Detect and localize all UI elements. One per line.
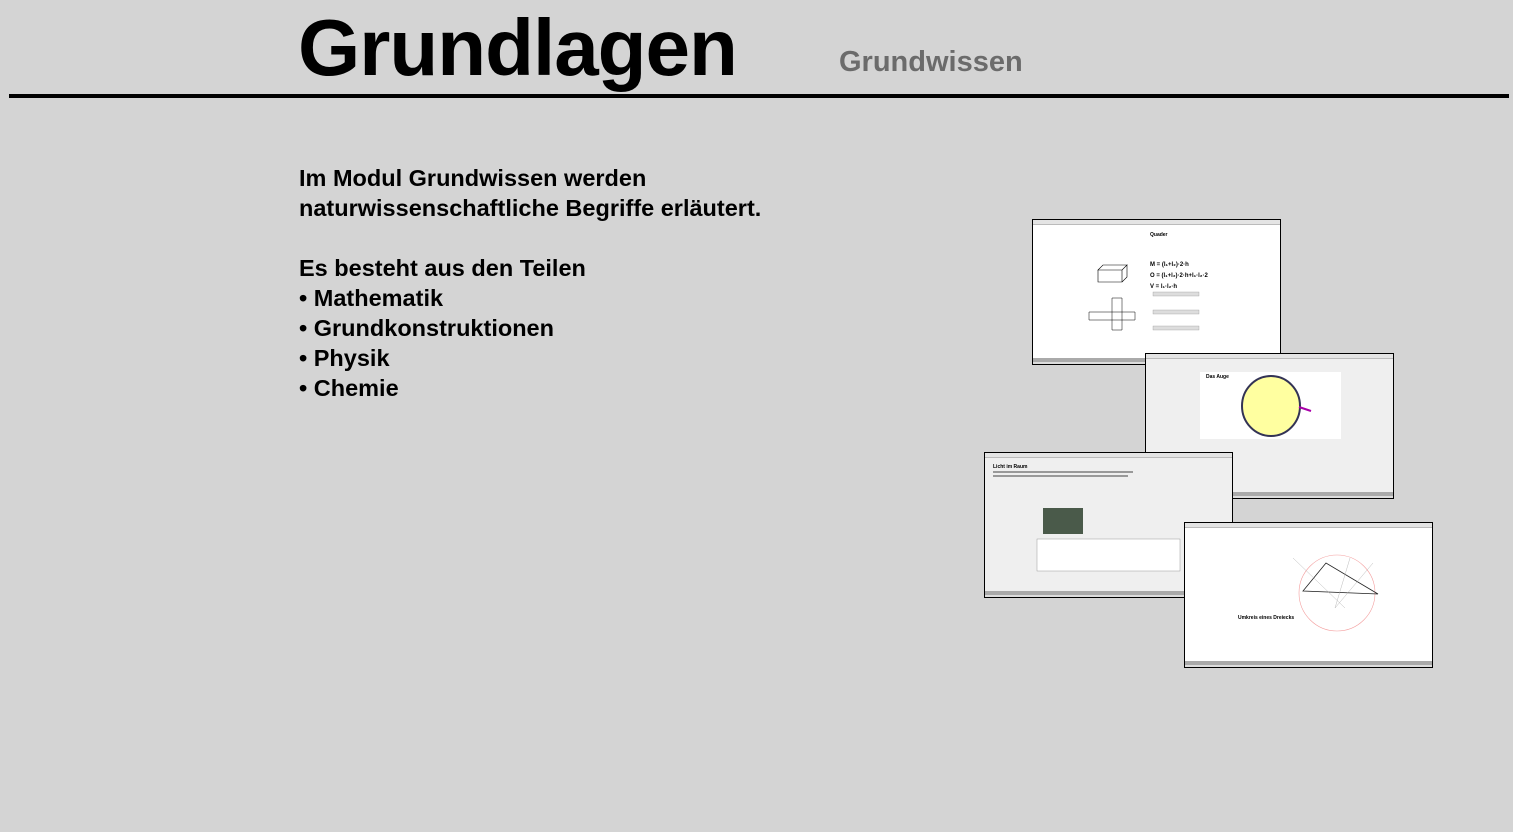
screenshot-umkreis [1184,522,1433,668]
svg-text:M = (l₁+l₂)·2·h: M = (l₁+l₂)·2·h [1150,262,1189,268]
intro-text [299,163,761,403]
intro-line: Im Modul Grundwissen werden [299,165,647,191]
intro-line: naturwissenschaftliche Begriffe erläutert. [299,195,762,221]
cuboid-illustration [1033,220,1280,364]
header-divider [9,94,1509,98]
screenshot-quader [1032,219,1281,365]
page-subtitle: Grundwissen [839,46,1023,78]
part-item: • Mathematik [299,285,444,311]
part-item: • Grundkonstruktionen [299,315,554,341]
svg-text:O = (l₁+l₂)·2·h+l₁·l₂·2: O = (l₁+l₂)·2·h+l₁·l₂·2 [1150,273,1208,279]
screenshot-title: Umkreis eines Dreiecks [1238,615,1295,621]
part-item: • Physik [299,345,390,371]
screenshot-title: Quader [1150,232,1168,238]
parts-heading: Es besteht aus den Teilen [299,255,586,281]
screenshot-title: Das Auge [1206,374,1229,380]
screenshot-title: Licht im Raum [993,464,1028,470]
part-item: • Chemie [299,375,399,401]
svg-text:V = l₁·l₂·h: V = l₁·l₂·h [1150,284,1177,290]
page-title: Grundlagen [298,3,737,92]
triangle-illustration [1185,523,1432,667]
